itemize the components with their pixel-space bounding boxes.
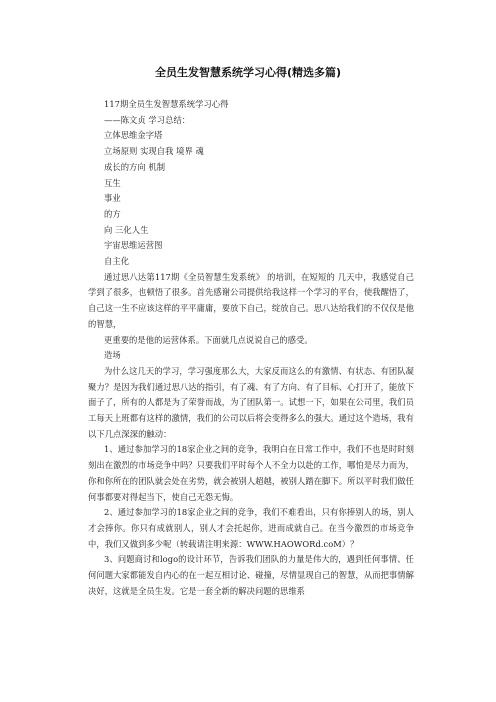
text-line: 立场原则 实现自我 境界 魂	[104, 146, 204, 157]
paragraph: 1、通过参加学习的18家企业之间的竞争，我明白在日常工作中，我们不也是时时刻刻出在激烈的市场竞争中吗？只要我们平时每个人不全力以赴的工作，哪怕是尽力而为，你和你所在的团队就会处在劣势，就会被别人超越，被别人踏在脚下。所以平时我们做任何事都要对得起当下，使自己无怨无悔。	[88, 444, 414, 502]
paragraph: 通过思八达第117期《全员智慧生发系统》 的培训，在短短的 几天中，我感觉自己学到了很多，也顿悟了很多。首先感谢公司提供给我这样一个学习的平台，使我醒悟了，自己这一生不应该这样的平平庸庸，要放下自己，绽放自己。思八达给我们的不仅仅是他的智慧，	[88, 271, 414, 329]
text-line: ——陈文贞 学习总结：	[104, 114, 191, 125]
text-line: 立体思维金字塔	[104, 130, 163, 141]
document-title: 全员生发智慧系统学习心得(精选多篇)	[154, 66, 342, 79]
text-line: 117期全员生发智慧系统学习心得	[104, 99, 229, 109]
paragraph: 3、问题商讨和logo的设计环节，告诉我们团队的力量是伟大的，遇到任何事情、任何问题大家都能发自内心的在一起互相讨论、碰撞，尽情显现自己的智慧，从而把事情解决好，这就是全员生发。它是一套全新的解决问题的思维系	[88, 554, 414, 596]
text-line: 事业	[104, 193, 121, 204]
document-body	[88, 97, 414, 600]
text-line: 自主化	[104, 256, 130, 267]
section-label: 造场	[104, 350, 121, 361]
paragraph: 更重要的是他的运营体系。下面就几点说说自己的感受。	[104, 334, 313, 345]
text-line: 互生	[104, 177, 121, 188]
text-line: 向 三化人生	[104, 224, 149, 235]
text-line: 的方	[104, 208, 121, 219]
paragraph: 为什么这几天的学习，学习强度那么大，大家反而这么的有激情、有状态、有团队凝聚力？是因为我们通过思八达的指引，有了魂、有了方向、有了目标、心打开了，能放下面子了，所有的人都是为了荣誉而战，为了团队第一。试想一下，如果在公司里，我们员工每天上班都有这样的激情，我们的公司以后将会变得多么的强大。通过这个造场，我有以下几点深深的触动：	[88, 365, 414, 439]
text-line: 成长的方向 机制	[104, 161, 166, 172]
text-line: 宇宙思维运营图	[104, 240, 163, 251]
paragraph: 2、通过参加学习的18家企业之间的竞争，我们不难看出，只有你捧别人的场，别人才会捧你。你只有成就别人，别人才会托起你，进而成就自己。在当今激烈的市场竞争中，我们又做到多少呢（转载请注明来源：WWW.HAOWORd.coM）？	[88, 507, 414, 549]
